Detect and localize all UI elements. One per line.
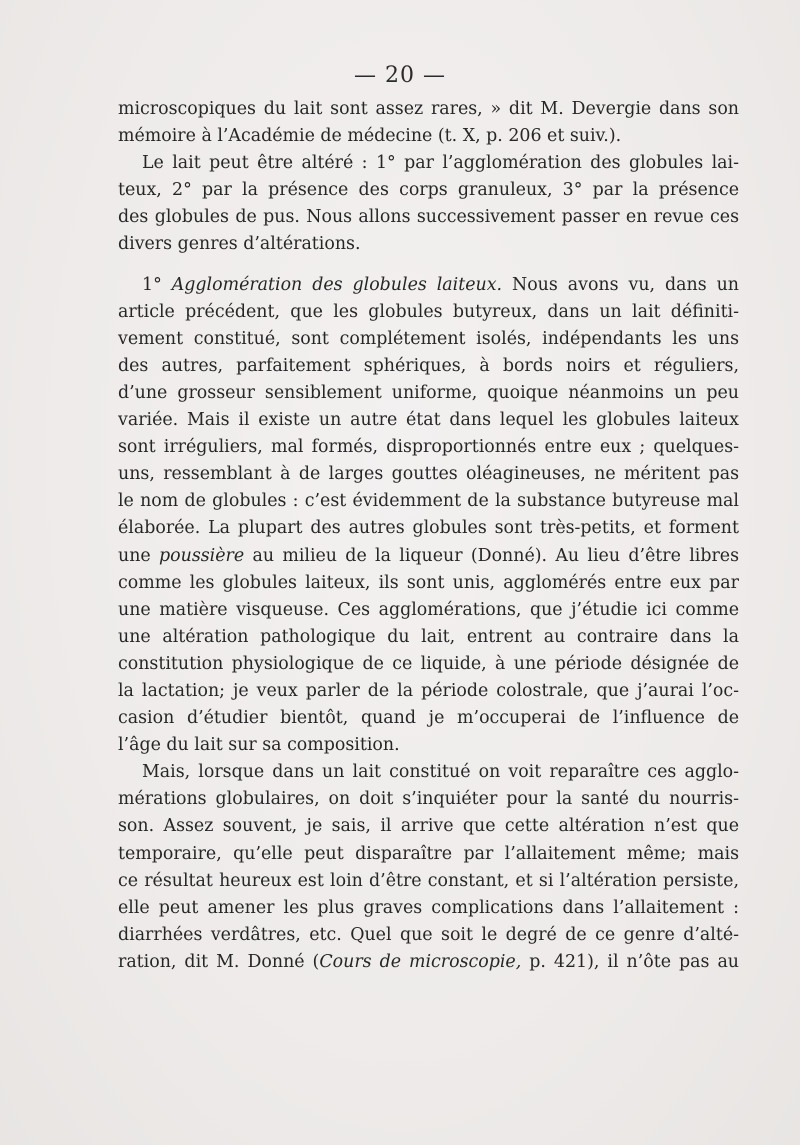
text-segment: uns, ressemblant à de larges gouttes oléagineuses, ne méritent pas (118, 464, 739, 485)
text-segment: élaborée. La plupart des autres globules sont très-petits, et forment (118, 518, 739, 539)
text-segment: casion d’étudier bientôt, quand je m’occuperai de l’influence de (118, 708, 739, 729)
text-line (118, 96, 739, 123)
text-segment: ce résultat heureux est loin d’être constant, et si l’altération persiste, (118, 870, 739, 891)
text-line (118, 326, 739, 353)
text-segment: Mais, lorsque dans un lait constitué on voit reparaître ces agglo- (142, 762, 739, 783)
text-segment: comme les globules laiteux, ils sont unis, agglomérés entre eux par (118, 572, 739, 593)
text-line (118, 299, 739, 326)
text-segment: des globules de pus. Nous allons successivement passer en revue ces (118, 207, 739, 228)
text-segment: Le lait peut être altéré : 1° par l’agglomération des globules lai- (142, 153, 739, 174)
text-segment: mémoire à l’Académie de médecine (t. X, p. 206 et suiv.). (118, 126, 622, 147)
text-line (118, 123, 739, 150)
text-segment: p. 421), il n’ôte pas au (521, 951, 740, 972)
text-segment: au milieu de la liqueur (Donné). Au lieu d’être libres (244, 545, 739, 566)
text-line (118, 204, 739, 231)
italic-text: poussière (159, 545, 245, 566)
text-segment: sont irréguliers, mal formés, disproportionnés entre eux ; quelques- (118, 437, 739, 458)
text-segment: microscopiques du lait sont assez rares, » dit M. Devergie dans son (118, 99, 739, 119)
text-line (118, 177, 739, 204)
text-segment: Nous avons vu, dans un (502, 274, 739, 295)
text-line (118, 678, 739, 705)
text-line (118, 949, 739, 976)
text-segment: une (118, 545, 160, 566)
text-segment: la lactation; je veux parler de la période colostrale, que j’aurai l’oc- (118, 680, 739, 701)
text-line (118, 353, 739, 380)
text-line (118, 841, 739, 868)
text-line (118, 407, 739, 434)
text-segment: une altération pathologique du lait, entrent au contraire dans la (118, 626, 739, 647)
text-line (118, 922, 739, 949)
text-segment: vement constitué, sont complétement isolés, indépendants les uns (118, 328, 739, 349)
text-line (118, 543, 739, 570)
text-segment: article précédent, que les globules butyreux, dans un lait définiti- (118, 301, 739, 322)
text-segment: l’âge du lait sur sa composition. (118, 735, 400, 756)
text-line (118, 570, 739, 597)
text-segment: ration, dit M. Donné ( (118, 951, 320, 972)
text-segment: le nom de globules : c’est évidemment de la substance butyreuse mal (118, 491, 739, 512)
text-line (118, 705, 739, 732)
text-segment: mérations globulaires, on doit s’inquiéter pour la santé du nourris- (118, 789, 739, 810)
page-number: — 20 — (354, 63, 446, 88)
text-segment: teux, 2° par la présence des corps granuleux, 3° par la présence (118, 180, 739, 201)
body-text (118, 96, 739, 976)
text-segment: d’une grosseur sensiblement uniforme, quoique néanmoins un peu (118, 382, 739, 403)
text-line (118, 272, 739, 299)
text-line (118, 380, 739, 407)
text-segment: une matière visqueuse. Ces agglomérations, que j’étudie ici comme (118, 599, 739, 620)
text-line (118, 813, 739, 840)
text-line (118, 488, 739, 515)
text-line (118, 515, 739, 542)
text-line (118, 461, 739, 488)
text-line (118, 786, 739, 813)
text-segment: temporaire, qu’elle peut disparaître par l’allaitement même; mais (118, 843, 739, 864)
italic-text: Cours de microscopie, (319, 951, 522, 972)
text-line (118, 231, 739, 258)
text-line (118, 434, 739, 461)
text-segment: diarrhées verdâtres, etc. Quel que soit le degré de ce genre d’alté- (118, 924, 739, 945)
text-segment: son. Assez souvent, je sais, il arrive que cette altération n’est que (118, 816, 739, 837)
italic-text: Agglomération des globules laiteux. (171, 274, 503, 295)
text-segment: 1° (142, 274, 172, 295)
text-line (118, 868, 739, 895)
text-line (118, 624, 739, 651)
text-line (118, 651, 739, 678)
text-segment: constitution physiologique de ce liquide, à une période désignée de (118, 653, 739, 674)
text-line (118, 895, 739, 922)
text-segment: des autres, parfaitement sphériques, à bords noirs et réguliers, (118, 355, 739, 376)
text-segment: divers genres d’altérations. (118, 234, 361, 255)
text-line (118, 597, 739, 624)
text-line (118, 150, 739, 177)
text-segment: variée. Mais il existe un autre état dans lequel les globules laiteux (118, 410, 739, 431)
text-line (118, 759, 739, 786)
text-segment: elle peut amener les plus graves complications dans l’allaitement : (118, 897, 739, 918)
text-line (118, 732, 739, 759)
